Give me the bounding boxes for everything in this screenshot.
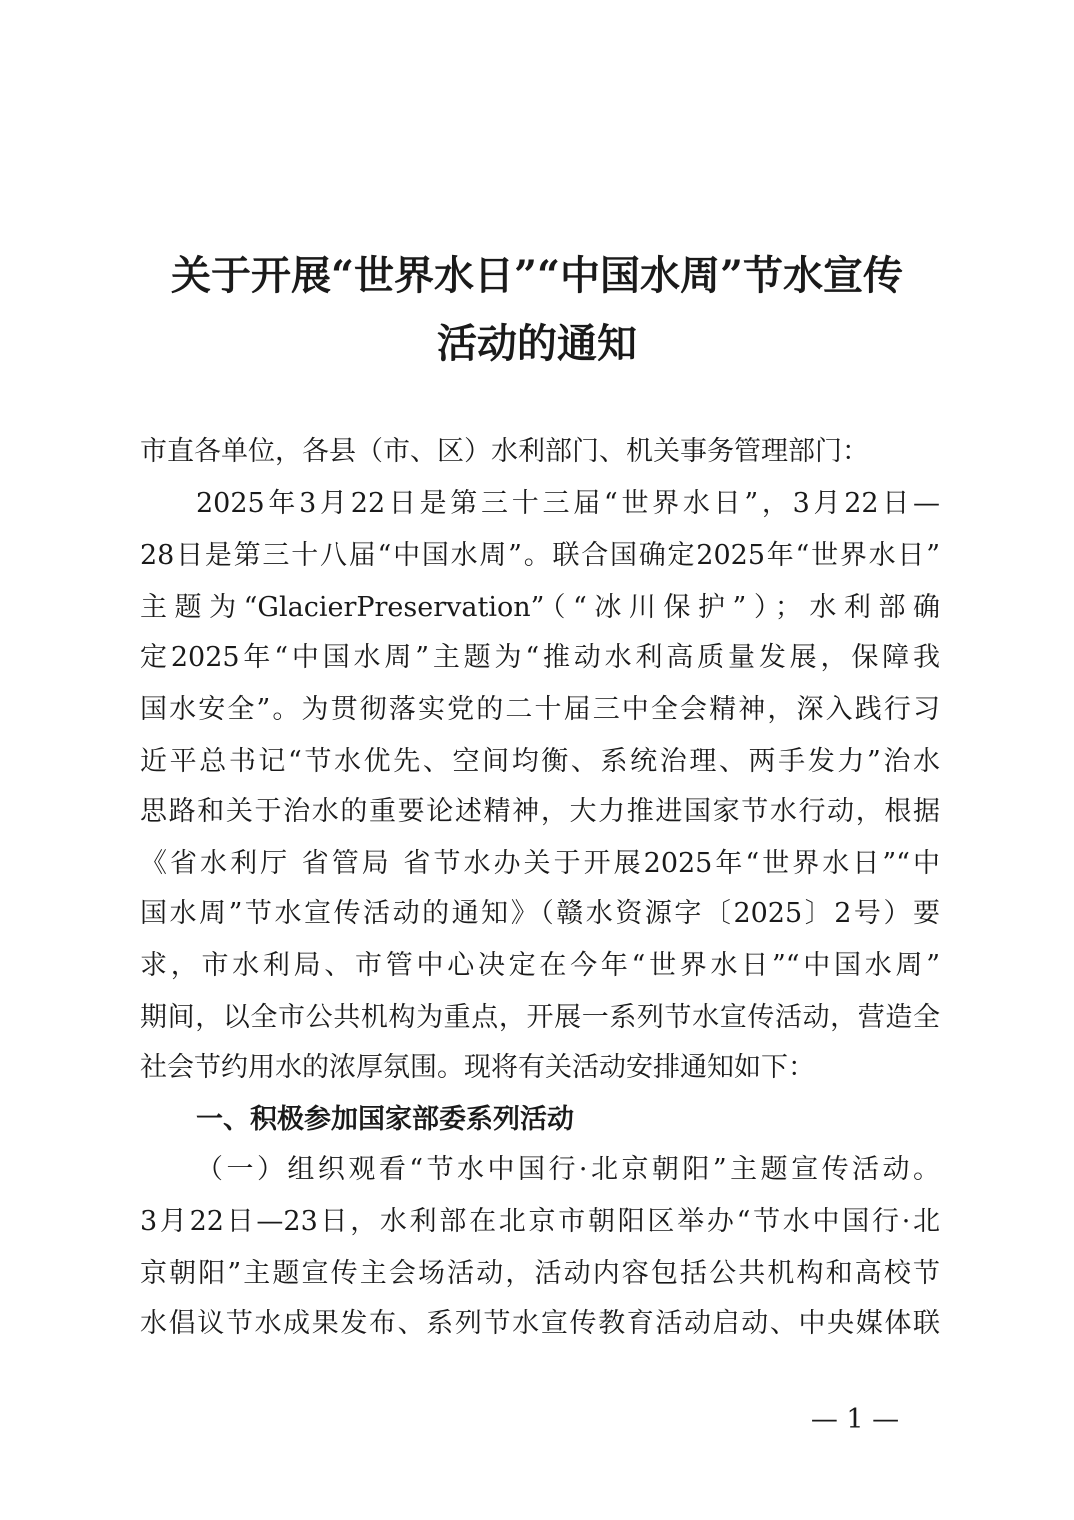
section-heading: 一、积极参加国家部委系列活动 <box>196 1104 574 1135</box>
paragraph-line: 国水安全”。为贯彻落实党的二十届三中全会精神，深入践行习 <box>140 694 940 725</box>
paragraph-line: 主题为“GlacierPreservation”（“冰川保护”）；水利部确 <box>140 592 940 623</box>
paragraph-line: 求，市水利局、市管中心决定在今年“世界水日”“中国水周” <box>140 950 940 981</box>
item-line: 水倡议节水成果发布、系列节水宣传教育活动启动、中央媒体联 <box>140 1308 940 1339</box>
paragraph-line: 思路和关于治水的重要论述精神，大力推进国家节水行动，根据 <box>140 796 940 827</box>
salutation: 市直各单位，各县（市、区）水利部门、机关事务管理部门： <box>140 436 869 467</box>
item-line: 京朝阳”主题宣传主会场活动，活动内容包括公共机构和高校节 <box>140 1258 940 1289</box>
item-line: （一）组织观看“节水中国行·北京朝阳”主题宣传活动。 <box>196 1154 940 1185</box>
paragraph-line: 期间，以全市公共机构为重点，开展一系列节水宣传活动，营造全 <box>140 1002 940 1033</box>
paragraph-line: 《省水利厅 省管局 省节水办关于开展2025年“世界水日”“中 <box>140 848 940 879</box>
paragraph-line: 28日是第三十八届“中国水周”。联合国确定2025年“世界水日” <box>140 540 940 571</box>
page-number: — 1 — <box>810 1404 900 1435</box>
paragraph-line: 社会节约用水的浓厚氛围。现将有关活动安排通知如下： <box>140 1052 815 1083</box>
paragraph-line: 近平总书记“节水优先、空间均衡、系统治理、两手发力”治水 <box>140 746 940 777</box>
item-line: 3月22日—23日，水利部在北京市朝阳区举办“节水中国行·北 <box>140 1206 940 1237</box>
paragraph-line: 定2025年“中国水周”主题为“推动水利高质量发展，保障我 <box>140 642 940 673</box>
document-title-line-1: 关于开展“世界水日”“中国水周”节水宣传 <box>170 252 904 299</box>
paragraph-line: 2025年3月22日是第三十三届“世界水日”，3月22日— <box>196 488 940 519</box>
paragraph-line: 国水周”节水宣传活动的通知》（赣水资源字〔2025〕2号）要 <box>140 898 940 929</box>
document-title-line-2: 活动的通知 <box>437 320 637 367</box>
